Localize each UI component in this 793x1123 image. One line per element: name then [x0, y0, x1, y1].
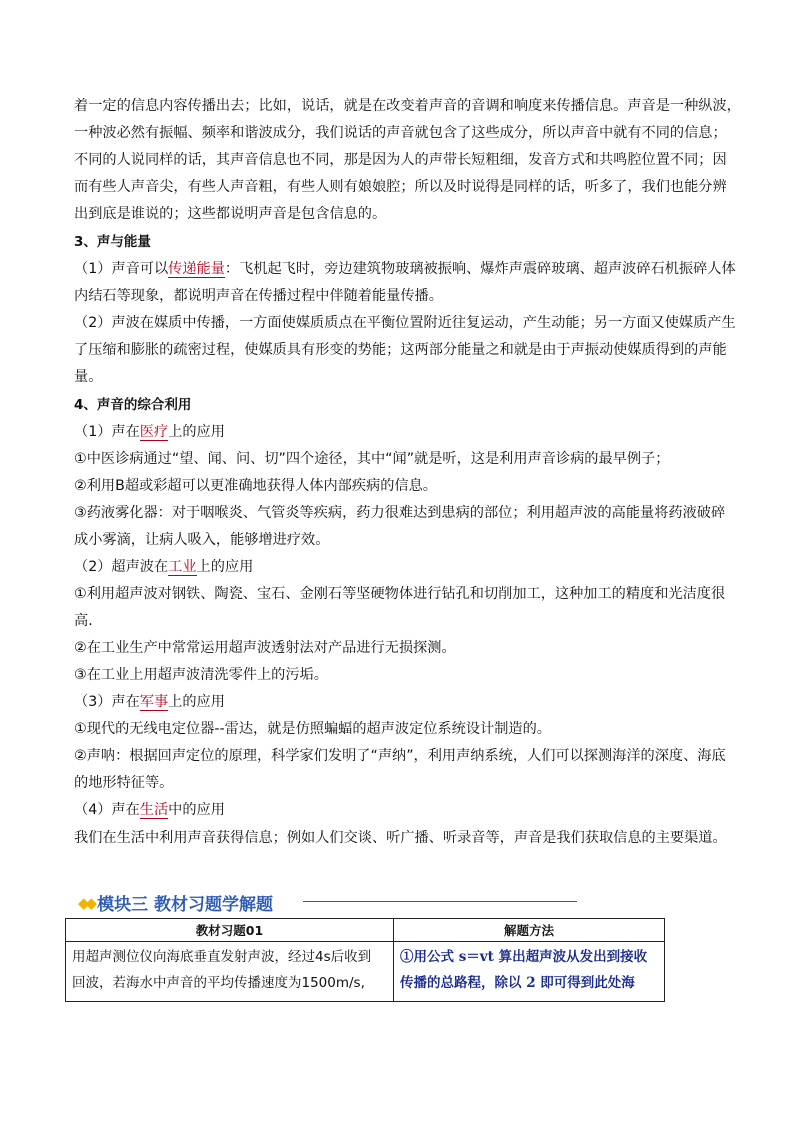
- list-item: ①现代的无线电定位器--雷达，就是仿照蝙蝠的超声波定位系统设计制造的。: [74, 721, 551, 737]
- paragraph-line: [74, 259, 736, 279]
- table-cell-line: ①用公式 s＝vt 算出超声波从发出到接收: [400, 949, 648, 965]
- section-heading: 4、声音的综合利用: [74, 397, 192, 413]
- keyword-link: 医疗: [139, 424, 169, 440]
- list-item: ①中医诊病通过“望、闻、问、切”四个途径，其中“闻”就是听，这是利用声音诊病的最早例子；: [74, 451, 670, 467]
- module-title: 模块三 教材习题学解题: [97, 895, 273, 915]
- table-cell-line: 回波，若海水中声音的平均传播速度为1500m/s,: [72, 975, 365, 991]
- table-header-divider: [66, 941, 664, 942]
- module-banner: [78, 890, 273, 915]
- double-diamond-icon: ◆◆: [78, 893, 94, 912]
- text-span: 上的应用: [196, 559, 254, 575]
- subsection-title: [74, 422, 225, 442]
- paragraph-line: 而有些人声音尖，有些人声音粗，有些人则有娘娘腔；所以及时说得是同样的话，听多了，我们也能分辨: [74, 179, 727, 195]
- text-span: （2）超声波在: [74, 559, 169, 575]
- list-item: ③在工业上用超声波清洗零件上的污垢。: [74, 667, 328, 683]
- keyword-link: 生活: [139, 802, 169, 818]
- paragraph-line: 一种波必然有振幅、频率和谐波成分，我们说话的声音就包含了这些成分，所以声音中就有不同的信息；: [74, 125, 727, 141]
- keyword-link: 工业: [168, 559, 197, 575]
- text-span: 上的应用: [168, 424, 225, 440]
- list-item: 我们在生活中利用声音获得信息；例如人们交谈、听广播、听录音等，声音是我们获取信息的主要渠道。: [74, 830, 727, 846]
- text-span: 上的应用: [168, 694, 225, 710]
- subsection-title: [74, 800, 225, 820]
- paragraph-line: 了压缩和膨胀的疏密过程，使媒质具有形变的势能；这两部分能量之和就是由于声振动使媒质得到的声能: [74, 342, 727, 358]
- text-span: （3）声在: [74, 694, 140, 710]
- table-cell-line: 用超声测位仪向海底垂直发射声波，经过4s后收到: [72, 949, 372, 965]
- subsection-title: [74, 557, 253, 577]
- text-span: ：飞机起飞时，旁边建筑物玻璃被振响、爆炸声震碎玻璃、超声波碎石机振碎人体: [224, 261, 736, 277]
- paragraph-line: 量。: [74, 369, 103, 385]
- subsection-title: [74, 692, 225, 712]
- list-item: ①利用超声波对钢铁、陶瓷、宝石、金刚石等坚硬物体进行钻孔和切削加工，这种加工的精度和光洁度很: [74, 586, 726, 602]
- text-span: 中的应用: [168, 802, 225, 818]
- paragraph-line: 内结石等现象，都说明声音在传播过程中伴随着能量传播。: [74, 288, 443, 304]
- table-cell-line: 传播的总路程，除以 2 即可得到此处海: [400, 975, 635, 991]
- list-item: 成小雾滴，让病人吸入，能够增进疗效。: [74, 532, 330, 548]
- section-heading: 3、声与能量: [74, 234, 151, 250]
- text-span: （4）声在: [74, 802, 140, 818]
- paragraph-line: 着一定的信息内容传播出去；比如，说话，就是在改变着声音的音调和响度来传播信息。声音是一种纵波，: [74, 98, 741, 114]
- list-item: ②在工业生产中常常运用超声波透射法对产品进行无损探测。: [74, 640, 456, 656]
- paragraph-line: （2）声波在媒质中传播，一方面使媒质质点在平衡位置附近往复运动，产生动能；另一方面又使媒质产生: [74, 315, 736, 331]
- text-span: （1）声在: [74, 424, 140, 440]
- exercise-table: [65, 918, 665, 1002]
- module-divider: [303, 901, 577, 902]
- list-item: ③药液雾化器：对于咽喉炎、气管炎等疾病，药力很难达到患病的部位；利用超声波的高能量将药液破碎: [74, 505, 726, 521]
- list-item: ②利用B超或彩超可以更准确地获得人体内部疾病的信息。: [74, 478, 437, 494]
- list-item: 的地形特征等。: [74, 775, 174, 791]
- keyword-link: 传递能量: [168, 261, 225, 277]
- table-header-exercise: 教材习题01: [195, 923, 264, 938]
- paragraph-line: 出到底是谁说的；这些都说明声音是包含信息的。: [74, 206, 387, 222]
- list-item: ②声呐：根据回声定位的原理，科学家们发明了“声纳”，利用声纳系统，人们可以探测海洋的深度、海底: [74, 748, 726, 764]
- paragraph-line: 不同的人说同样的话，其声音信息也不同，那是因为人的声带长短粗细，发音方式和共鸣腔位置不同；因: [74, 152, 727, 168]
- table-header-method: 解题方法: [503, 923, 554, 938]
- text-span: （1）声音可以: [74, 261, 169, 277]
- list-item: 高.: [74, 613, 93, 629]
- keyword-link: 军事: [139, 694, 169, 710]
